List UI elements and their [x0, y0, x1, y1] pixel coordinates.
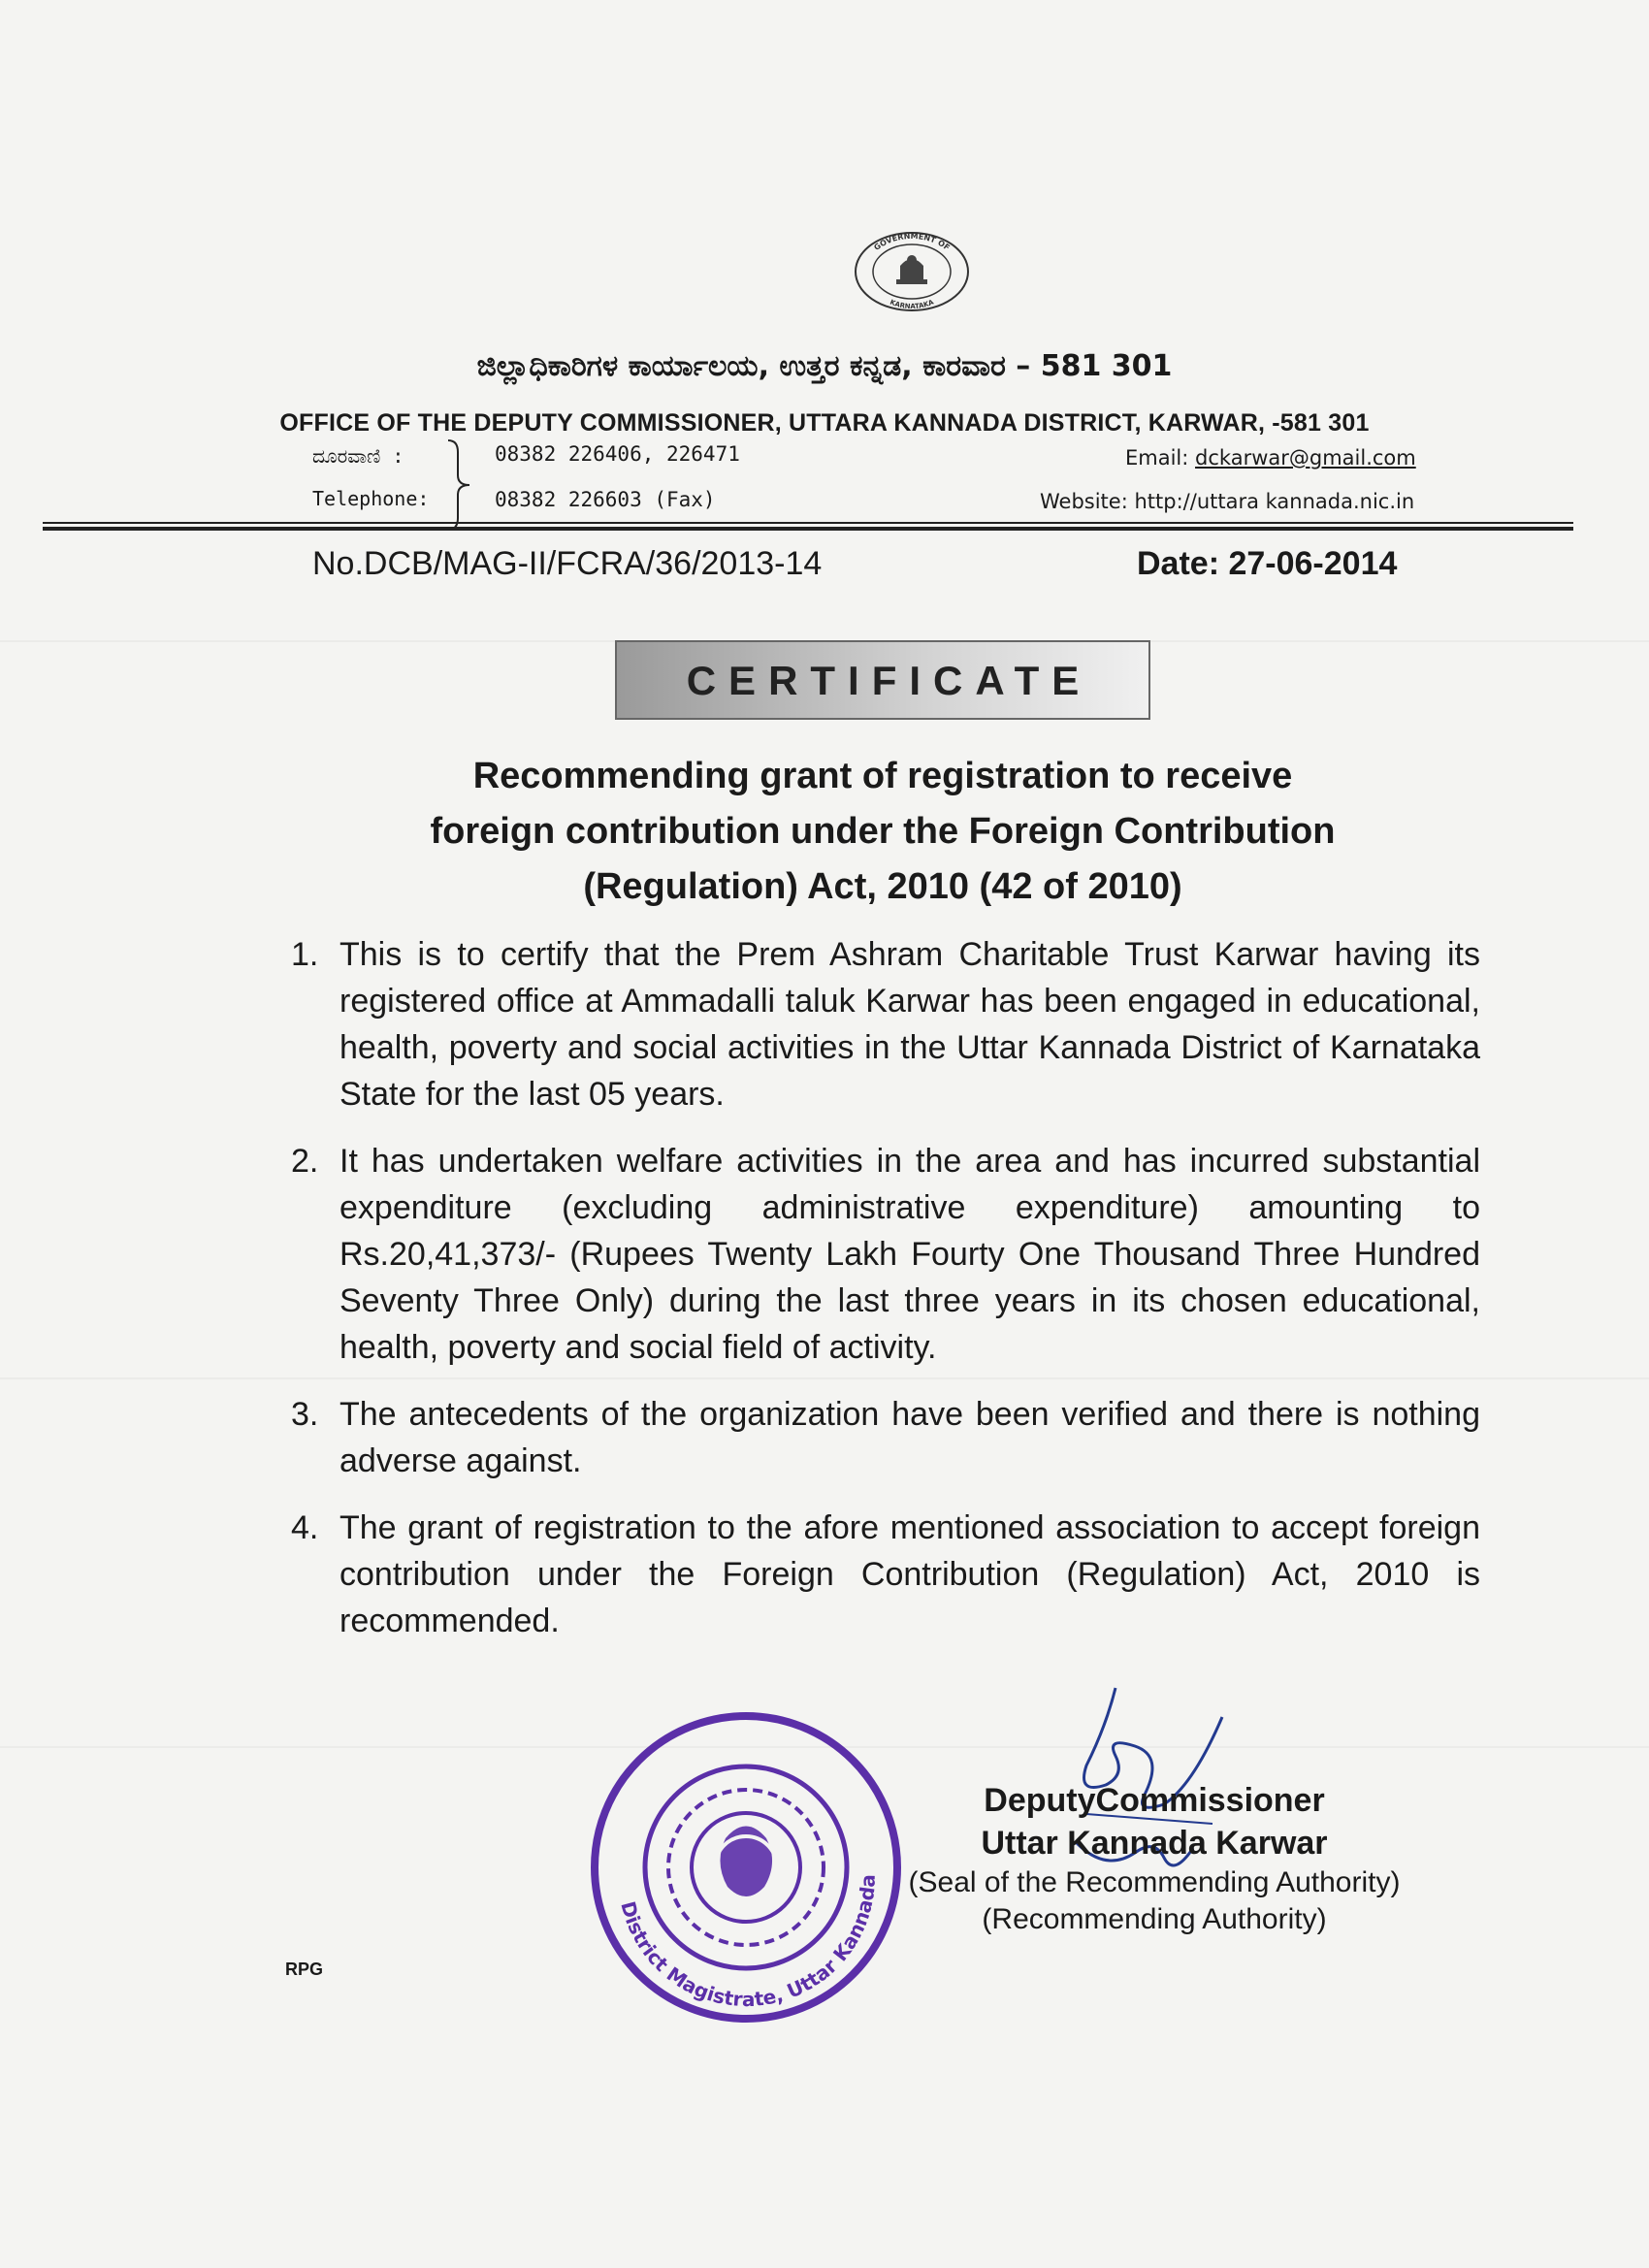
- subject-line: (Regulation) Act, 2010 (42 of 2010): [583, 866, 1182, 907]
- phone-label-english: Telephone:: [312, 487, 430, 510]
- typist-initials: RPG: [285, 1960, 324, 1979]
- clause-number: 1.: [291, 936, 319, 973]
- website-label: Website:: [1040, 490, 1128, 513]
- signatory-place: Uttar Kannada Karwar: [981, 1825, 1328, 1862]
- certificate-clauses: [291, 931, 1480, 1665]
- email-label: Email:: [1125, 446, 1189, 470]
- clause-text: The grant of registration to the afore mentioned association to accept foreign contribution under the Foreign Contribution (Regulation) Act, 2010 is recommended.: [340, 1509, 1480, 1639]
- reference-number: No.DCB/MAG-II/FCRA/36/2013-14: [312, 545, 823, 582]
- signature-block: [873, 1779, 1436, 1938]
- email-link[interactable]: dckarwar@gmail.com: [1195, 446, 1416, 470]
- clause-number: 4.: [291, 1509, 319, 1546]
- subject-line: Recommending grant of registration to receive: [472, 756, 1293, 796]
- signatory-designation: DeputyCommissioner: [984, 1782, 1325, 1819]
- svg-text:GOVERNMENT OF: GOVERNMENT OF: [872, 231, 952, 253]
- certificate-subject: [291, 749, 1474, 915]
- brace-icon: [444, 437, 477, 534]
- office-title-kannada: ಜಿಲ್ಲಾಧಿಕಾರಿಗಳ ಕಾರ್ಯಾಲಯ, ಉತ್ತರ ಕನ್ನಡ, ಕಾರವಾರ – 581 301: [476, 349, 1173, 383]
- certificate-heading: CERTIFICATE: [686, 658, 1092, 703]
- clause-item: [291, 931, 1480, 1118]
- phone-number-1: 08382 226406, 226471: [495, 442, 740, 466]
- phone-label-kannada: ದೂರವಾಣಿ :: [312, 444, 404, 468]
- website-link[interactable]: http://uttara kannada.nic.in: [1134, 490, 1415, 513]
- website-line: [1040, 490, 1414, 513]
- svg-text:District Magistrate, Uttar Kan: District Magistrate, Uttar Kannada: [616, 1873, 880, 2012]
- header-divider: [43, 522, 1573, 524]
- seal-note: (Seal of the Recommending Authority): [908, 1866, 1401, 1898]
- clause-text: The antecedents of the organization have been verified and there is nothing adverse against.: [340, 1396, 1480, 1479]
- official-seal-icon: [580, 1702, 912, 2032]
- phone-number-2: 08382 226603 (Fax): [495, 488, 716, 511]
- subject-line: foreign contribution under the Foreign Contribution: [430, 811, 1336, 852]
- office-title-english: OFFICE OF THE DEPUTY COMMISSIONER, UTTARA KANNADA DISTRICT, KARWAR, -581 301: [279, 409, 1370, 437]
- clause-number: 2.: [291, 1143, 319, 1180]
- certificate-banner: [615, 640, 1150, 720]
- clause-item: [291, 1138, 1480, 1371]
- document-date: Date: 27-06-2014: [1137, 545, 1398, 582]
- clause-item: [291, 1505, 1480, 1644]
- svg-text:KARNATAKA: KARNATAKA: [889, 298, 935, 311]
- government-emblem-icon: [852, 231, 972, 312]
- clause-item: [291, 1391, 1480, 1484]
- clause-number: 3.: [291, 1396, 319, 1433]
- authority-note: (Recommending Authority): [982, 1903, 1327, 1935]
- clause-text: This is to certify that the Prem Ashram Charitable Trust Karwar having its registered office at Ammadalli taluk Karwar has been engaged in educational, health, poverty and social activities in the Uttar Kannada District of Karnataka State for the last 05 years.: [340, 936, 1480, 1113]
- clause-text: It has undertaken welfare activities in the area and has incurred substantial expenditure (excluding administrative expenditure) amounting to Rs.20,41,373/- (Rupees Twenty Lakh Fourty One Thousand Three Hundred Seventy Three Only) during the last three years in its chosen educational, health, poverty and social field of activity.: [340, 1143, 1480, 1366]
- email-line: [1125, 446, 1416, 470]
- header-divider-thick: [43, 527, 1573, 531]
